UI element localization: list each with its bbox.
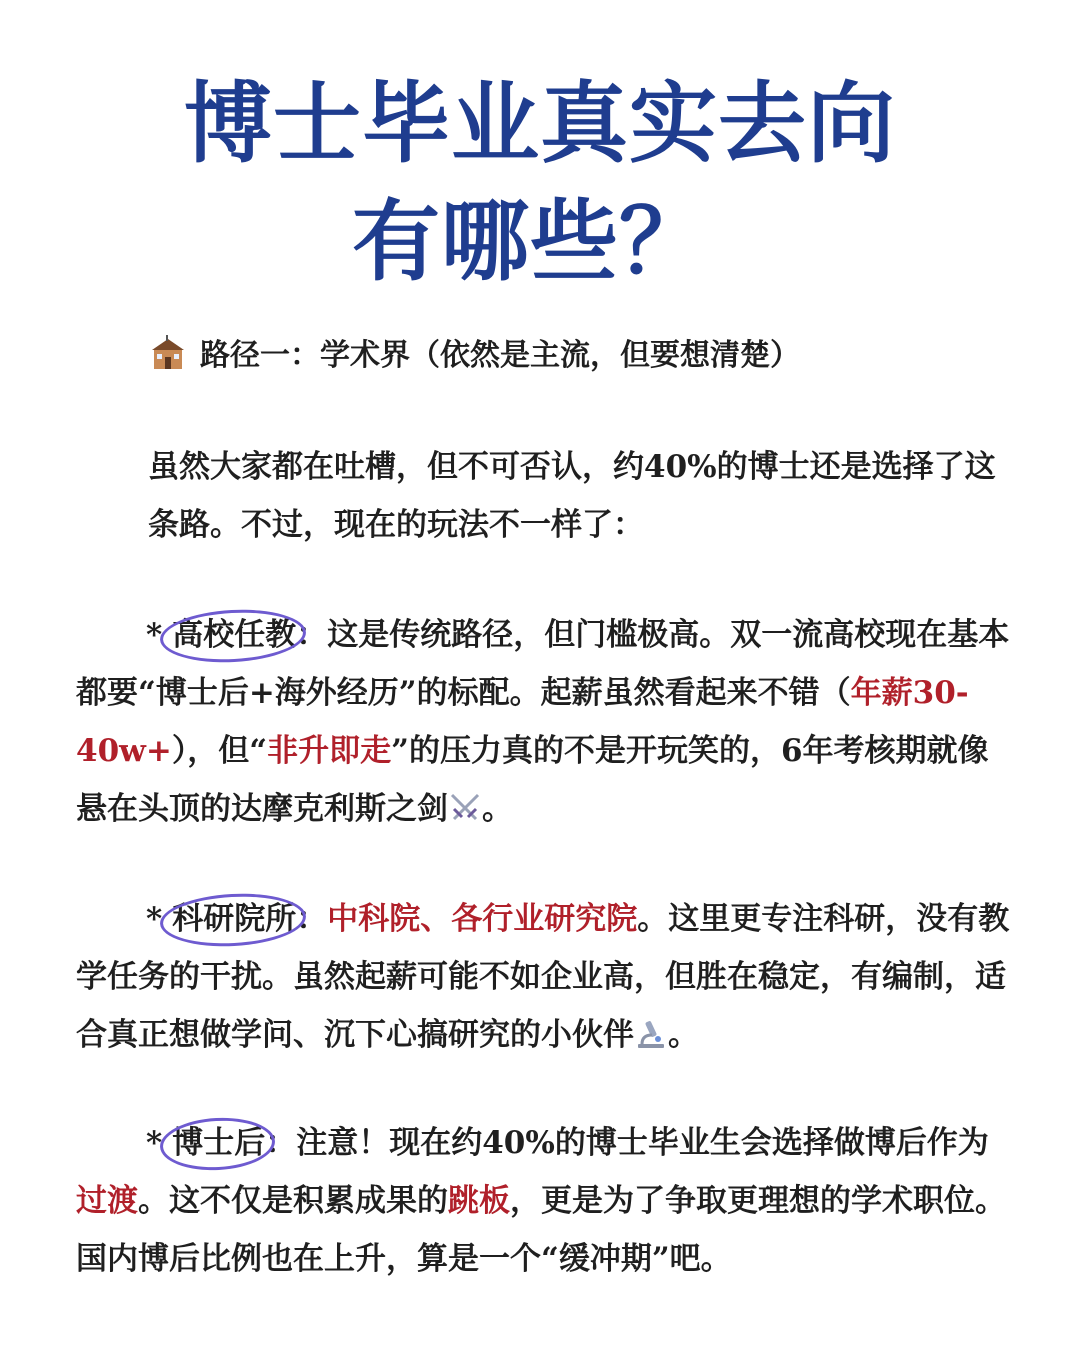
item-text: ”的压力真的不是开玩笑的，6年考核期就像悬在头顶的达摩克利斯之剑 — [76, 733, 989, 827]
item-text: ），但“ — [171, 733, 268, 769]
highlight-text: 跳板 — [448, 1183, 510, 1219]
item-label-circled: 博士后 — [172, 1114, 265, 1172]
highlight-text: 非升即走 — [267, 733, 392, 769]
item-text: 。 — [482, 791, 513, 827]
page-title-line-2: 有哪些？ — [351, 190, 708, 293]
item-text: ：这是传统路径，但门槛极高。双一流高校现在基本都要“博士后+海外经历”的标配。起薪虽然看起来不错（ — [76, 617, 1010, 711]
item-label-circled: 科研院所 — [172, 890, 296, 948]
list-item — [76, 890, 1016, 1064]
item-text: ：注意！现在约40%的博士毕业生会选择做博后作为 — [265, 1125, 989, 1161]
crossed-swords-icon — [448, 791, 482, 823]
highlight-text: 中科院、各行业研究院 — [327, 901, 638, 937]
intro-paragraph — [76, 438, 1016, 554]
intro-text: 虽然大家都在吐槽，但不可否认，约40%的博士还是选择了这条路。不过，现在的玩法不一样了： — [148, 449, 996, 543]
microscope-icon — [634, 1017, 668, 1049]
page-title-line-1: 博士毕业真实去向 — [183, 72, 896, 175]
list-item — [76, 606, 1016, 838]
item-text: 。这里更专注科研，没有教学任务的干扰。虽然起薪可能不如企业高，但胜在稳定，有编制，适合真正想做学问、沉下心搞研究的小伙伴 — [76, 901, 1010, 1053]
list-item — [76, 1114, 1016, 1288]
item-text: 。 — [668, 1017, 699, 1053]
item-text: ： — [296, 901, 328, 937]
item-label-circled: 高校任教 — [172, 606, 296, 664]
section-heading — [150, 335, 800, 377]
bullet-star: * — [146, 901, 163, 937]
bullet-star: * — [146, 617, 163, 653]
highlight-text: 过渡 — [76, 1183, 138, 1219]
item-text: ，更是为了争取更理想的学术职位。国内博后比例也在上升，算是一个“缓冲期”吧。 — [76, 1183, 1006, 1277]
item-text: 。这不仅是积累成果的 — [138, 1183, 448, 1219]
school-building-icon — [150, 335, 186, 371]
highlight-text: 年薪30-40w+ — [76, 675, 969, 769]
bullet-star: * — [146, 1125, 163, 1161]
section-heading-text: 路径一：学术界（依然是主流，但要想清楚） — [200, 338, 800, 373]
